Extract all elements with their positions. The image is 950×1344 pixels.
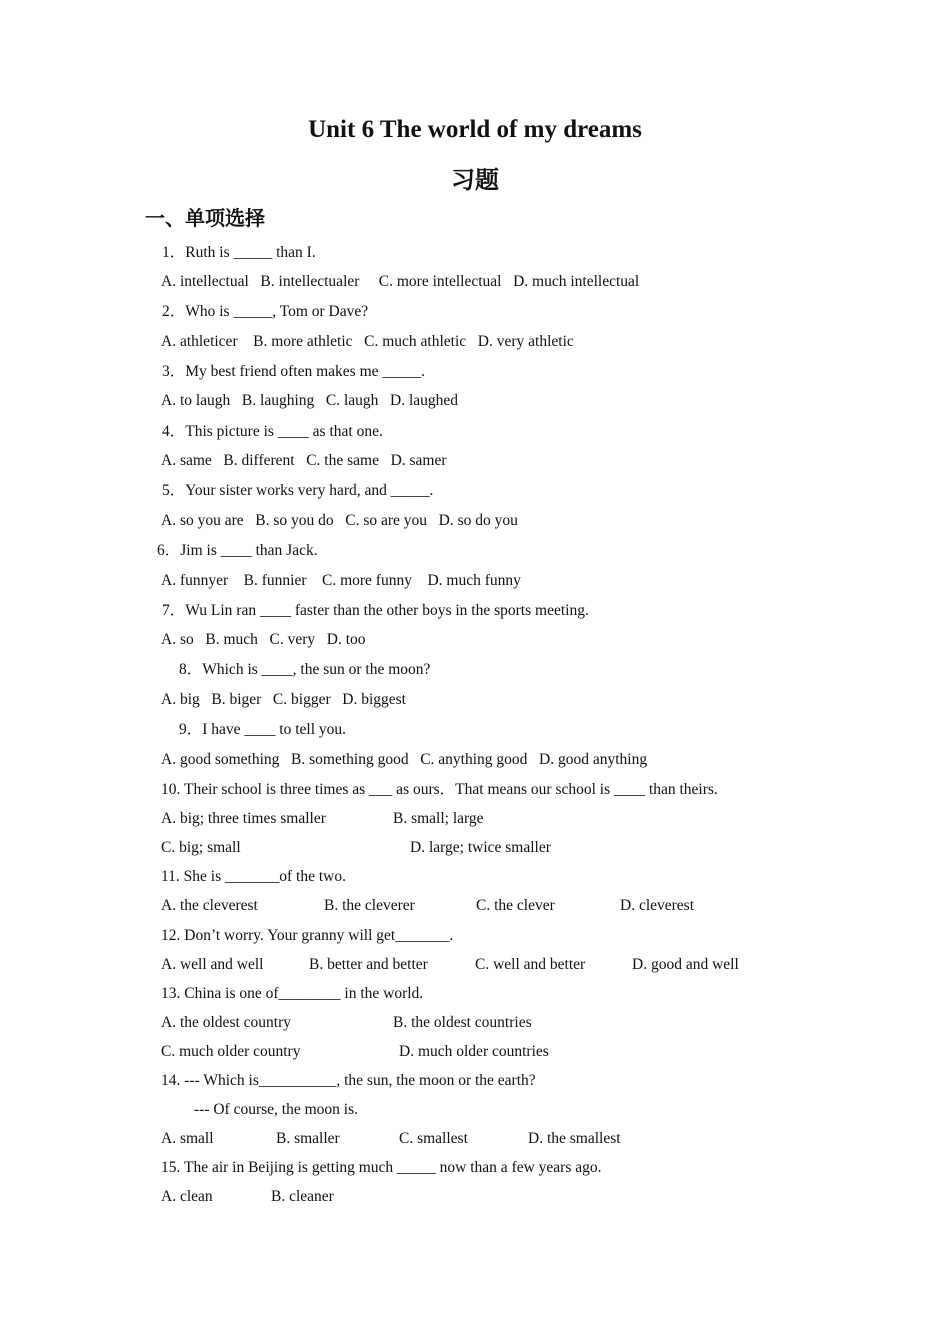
question-8-options: A. big B. biger C. bigger D. biggest — [161, 691, 406, 708]
question-13-option-a: A. the oldest country — [161, 1014, 292, 1031]
question-10-option-a: A. big; three times smaller — [161, 810, 326, 827]
question-4: 4．This picture is ____ as that one. — [162, 423, 383, 440]
question-13-option-c: C. much older country — [161, 1043, 301, 1060]
question-10-option-d: D. large; twice smaller — [410, 839, 551, 856]
question-13-option-b: B. the oldest countries — [393, 1014, 532, 1031]
question-14-option-c: C. smallest — [399, 1130, 468, 1147]
question-3: 3．My best friend often makes me _____. — [162, 363, 426, 380]
question-14: 14. --- Which is__________, the sun, the moon or the earth? — [161, 1072, 536, 1089]
question-1-options: A. intellectual B. intellectualer C. more intellectual D. much intellectual — [161, 273, 640, 290]
question-13-option-d: D. much older countries — [399, 1043, 549, 1060]
question-7: 7．Wu Lin ran ____ faster than the other boys in the sports meeting. — [162, 602, 589, 619]
worksheet-title: Unit 6 The world of my dreams — [308, 116, 642, 143]
question-14-option-a: A. small — [161, 1130, 214, 1147]
question-12-option-b: B. better and better — [309, 956, 428, 973]
question-5: 5．Your sister works very hard, and _____. — [162, 482, 434, 499]
question-3-options: A. to laugh B. laughing C. laugh D. laughed — [161, 392, 459, 409]
section-heading: 一、单项选择 — [145, 206, 265, 230]
question-11-option-b: B. the cleverer — [324, 897, 415, 914]
question-6: 6．Jim is ____ than Jack. — [157, 542, 318, 559]
question-14-answer: --- Of course, the moon is. — [194, 1101, 358, 1118]
question-14-option-d: D. the smallest — [528, 1130, 621, 1147]
question-12-option-a: A. well and well — [161, 956, 264, 973]
question-10: 10. Their school is three times as ___ as ours．That means our school is ____ than theirs. — [161, 781, 718, 798]
question-15-option-a: A. clean — [161, 1188, 213, 1205]
question-9-options: A. good something B. something good C. anything good D. good anything — [161, 751, 648, 768]
question-15-option-b: B. cleaner — [271, 1188, 334, 1205]
question-4-options: A. same B. different C. the same D. samer — [161, 452, 447, 469]
question-11-option-d: D. cleverest — [620, 897, 695, 914]
question-2-options: A. athleticer B. more athletic C. much athletic D. very athletic — [161, 333, 574, 350]
question-11-option-c: C. the clever — [476, 897, 555, 914]
question-11: 11. She is _______of the two. — [161, 868, 346, 885]
question-10-option-c: C. big; small — [161, 839, 241, 856]
question-12-option-d: D. good and well — [632, 956, 739, 973]
question-13: 13. China is one of________ in the world. — [161, 985, 424, 1002]
question-11-option-a: A. the cleverest — [161, 897, 258, 914]
question-14-option-b: B. smaller — [276, 1130, 340, 1147]
question-7-options: A. so B. much C. very D. too — [161, 631, 366, 648]
question-12-option-c: C. well and better — [475, 956, 586, 973]
question-8: 8．Which is ____, the sun or the moon? — [179, 661, 431, 678]
question-5-options: A. so you are B. so you do C. so are you D. so do you — [161, 512, 518, 529]
question-15: 15. The air in Beijing is getting much _____ now than a few years ago. — [161, 1159, 602, 1176]
question-2: 2．Who is _____, Tom or Dave? — [162, 303, 369, 320]
question-1: 1．Ruth is _____ than I. — [162, 244, 316, 261]
question-6-options: A. funnyer B. funnier C. more funny D. much funny — [161, 572, 521, 589]
worksheet-subtitle: 习题 — [451, 166, 499, 194]
question-12: 12. Don’t worry. Your granny will get_______. — [161, 927, 454, 944]
question-10-option-b: B. small; large — [393, 810, 484, 827]
question-9: 9．I have ____ to tell you. — [179, 721, 347, 738]
